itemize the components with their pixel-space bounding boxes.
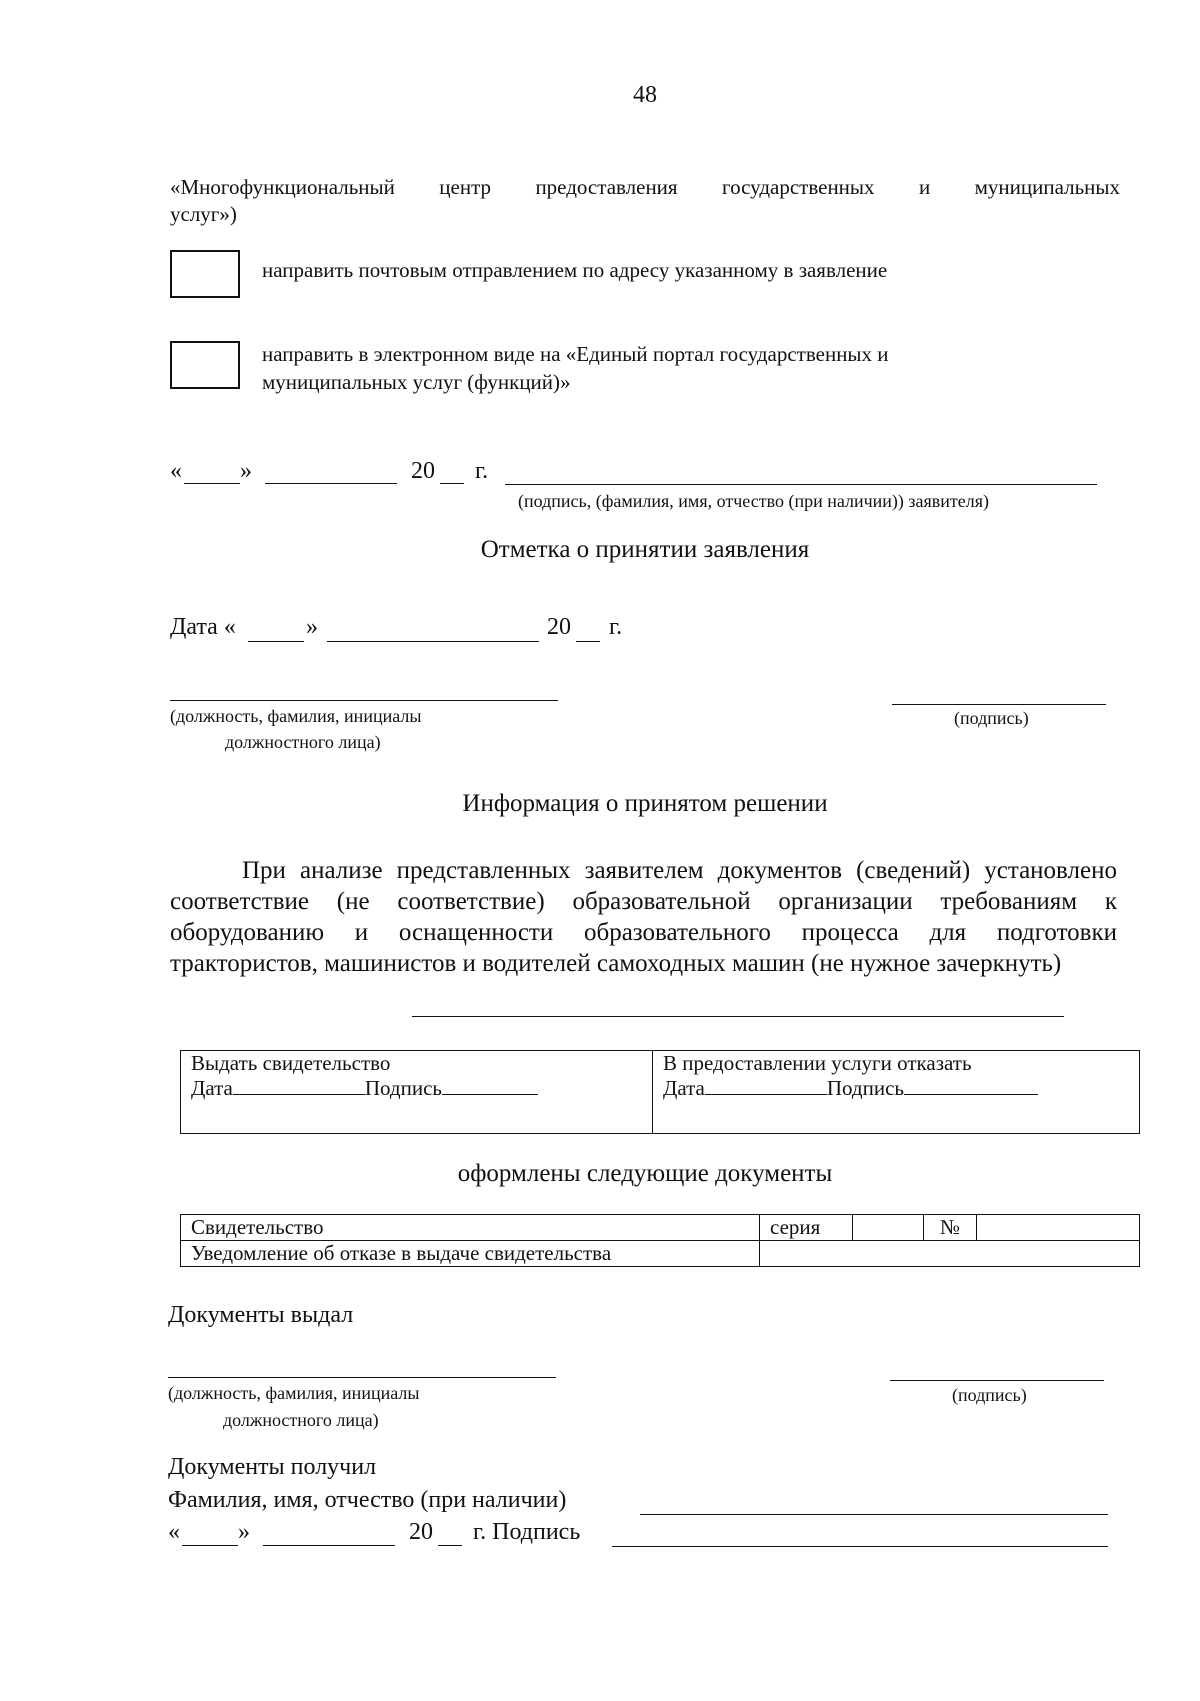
applicant-year-suffix: г. <box>475 458 489 484</box>
decision-heading: Информация о принятом решении <box>462 790 828 817</box>
acceptance-year-suffix: г. <box>609 614 623 640</box>
acceptance-heading: Отметка о принятии заявления <box>480 536 810 563</box>
acceptance-month-field[interactable] <box>327 641 539 642</box>
received-year-prefix: 20 <box>409 1519 433 1545</box>
issued-official-caption-line1: (должность, фамилия, инициалы <box>168 1383 420 1403</box>
issued-heading: Документы выдал <box>168 1302 354 1328</box>
refusal-notice-field[interactable] <box>760 1241 1140 1267</box>
acceptance-official-caption-line2: должностного лица) <box>225 732 381 752</box>
electronic-delivery-label-line1: направить в электронном виде на «Единый портал государственных и <box>262 342 889 366</box>
acceptance-year-field[interactable] <box>576 641 600 642</box>
grant-date-label: Дата <box>191 1076 233 1100</box>
decision-paragraph <box>170 855 1117 979</box>
number-label: № <box>924 1215 977 1241</box>
received-year-suffix: г. Подпись <box>473 1519 581 1545</box>
org-name-line2: услуг») <box>170 202 237 226</box>
grant-cell[interactable] <box>181 1051 653 1134</box>
refuse-date-label: Дата <box>663 1076 705 1100</box>
received-name-label: Фамилия, имя, отчество (при наличии) <box>168 1487 567 1513</box>
applicant-year-field[interactable] <box>440 483 464 484</box>
applicant-year-prefix: 20 <box>411 458 435 484</box>
electronic-delivery-label-line2: муниципальных услуг (функций)» <box>262 370 571 394</box>
applicant-signature-caption: (подпись, (фамилия, имя, отчество (при наличии)) заявителя) <box>518 491 990 511</box>
decision-table <box>180 1050 1140 1134</box>
received-year-field[interactable] <box>438 1545 462 1546</box>
decision-paragraph-text: При анализе представленных заявителем документов (сведений) установлено соответствие (не соответствие) образовательной организации требованиям к оборудованию и оснащенности образовательного процесса для подготовки трактористов, машинистов и водителей самоходных машин (не нужное зачеркнуть) <box>170 857 1117 977</box>
grant-signature-label: Подпись <box>364 1076 442 1100</box>
refusal-notice-label: Уведомление об отказе в выдаче свидетельства <box>181 1241 760 1267</box>
refuse-signature-field[interactable] <box>904 1094 1038 1095</box>
certificate-label: Свидетельство <box>181 1215 760 1241</box>
received-day-field[interactable] <box>182 1545 238 1546</box>
postal-delivery-checkbox[interactable] <box>170 250 240 298</box>
received-date-close-quote: » <box>238 1519 250 1545</box>
documents-table <box>180 1214 1140 1267</box>
refuse-cell[interactable] <box>653 1051 1140 1134</box>
electronic-delivery-checkbox[interactable] <box>170 341 240 389</box>
grant-title: Выдать свидетельство <box>191 1051 391 1075</box>
decision-strike-field[interactable] <box>412 1016 1064 1017</box>
issued-official-field[interactable] <box>168 1377 556 1378</box>
applicant-day-field[interactable] <box>184 483 240 484</box>
series-field[interactable] <box>853 1215 924 1241</box>
applicant-date-open-quote: « <box>170 458 182 484</box>
number-field[interactable] <box>977 1215 1140 1241</box>
grant-signature-field[interactable] <box>442 1094 538 1095</box>
refuse-date-field[interactable] <box>705 1094 827 1095</box>
acceptance-official-field[interactable] <box>170 700 558 701</box>
received-signature-field[interactable] <box>612 1546 1108 1547</box>
acceptance-year-prefix: 20 <box>547 614 571 640</box>
acceptance-official-caption-line1: (должность, фамилия, инициалы <box>170 706 422 726</box>
acceptance-date-label: Дата « <box>170 614 236 640</box>
series-label: серия <box>760 1215 853 1241</box>
issued-official-caption-line2: должностного лица) <box>223 1410 379 1430</box>
acceptance-day-field[interactable] <box>248 641 304 642</box>
received-heading: Документы получил <box>168 1454 377 1480</box>
received-name-field[interactable] <box>640 1514 1108 1515</box>
issued-signature-caption: (подпись) <box>952 1385 1027 1405</box>
applicant-signature-field[interactable] <box>505 484 1097 485</box>
applicant-month-field[interactable] <box>265 483 397 484</box>
refuse-title: В предоставлении услуги отказать <box>663 1051 972 1075</box>
applicant-date-close-quote: » <box>240 458 252 484</box>
received-month-field[interactable] <box>263 1545 395 1546</box>
postal-delivery-label: направить почтовым отправлением по адресу указанному в заявление <box>262 258 888 282</box>
documents-heading: оформлены следующие документы <box>457 1160 833 1187</box>
page-number: 48 <box>633 82 657 108</box>
acceptance-signature-field[interactable] <box>892 704 1106 705</box>
issued-signature-field[interactable] <box>890 1380 1104 1381</box>
received-date-open-quote: « <box>168 1519 180 1545</box>
acceptance-signature-caption: (подпись) <box>954 708 1029 728</box>
refuse-signature-label: Подпись <box>826 1076 904 1100</box>
org-name-line1: «Многофункциональный центр предоставления государственных и муниципальных <box>170 175 1120 199</box>
acceptance-date-close-quote: » <box>306 614 318 640</box>
grant-date-field[interactable] <box>233 1094 365 1095</box>
